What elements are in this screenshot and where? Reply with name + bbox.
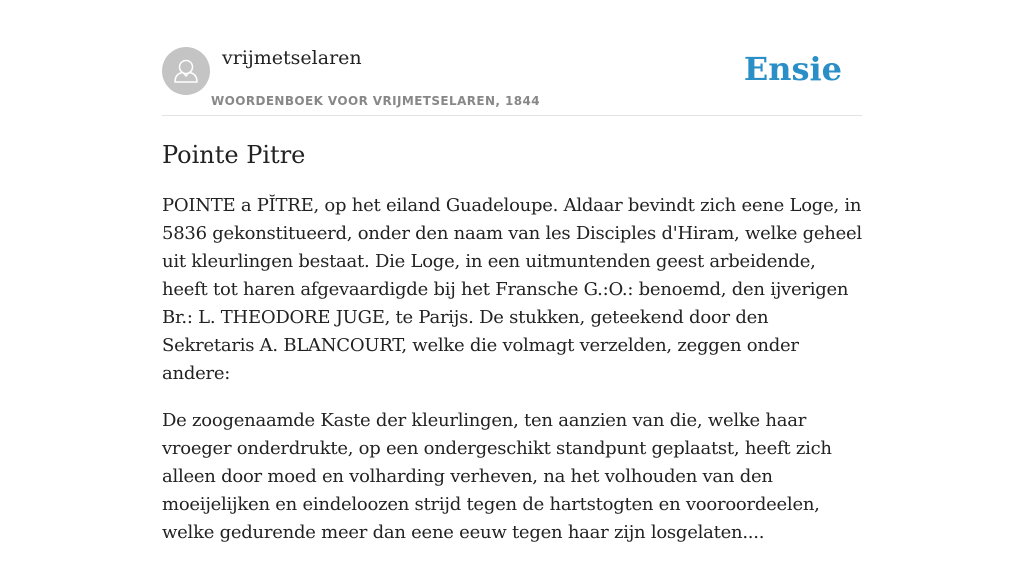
article-paragraph: POINTE a PĬTRE, op het eiland Guadeloupe. Aldaar bevindt zich eene Loge, in 5836 gekonstitueerd, onder den naam van les Disciples d'Hiram, welke geheel uit kleurlingen bestaat. Die Loge, in een uitmuntenden geest arbeidende, heeft tot haren afgevaardigde bij het Fransche G.:O.: benoemd, den ijverigen Br.: L. THEODORE JUGE, te Parijs. De stukken, geteekend door den Sekretaris A. BLANCOURT, welke die volmagt verzelden, zeggen onder andere: (162, 195, 862, 384)
article-paragraph: De zoogenaamde Kaste der kleurlingen, ten aanzien van die, welke haar vroeger onderdrukte, op een ondergeschikt standpunt geplaatst, heeft zich alleen door moed en volharding verheven, na het volhouden van den moeijelijken en eindeloozen strijd tegen de hartstogten en vooroordeelen, welke gedurende meer dan eene eeuw tegen haar zijn losgelaten.... (162, 410, 832, 543)
brand-logo[interactable]: Ensie (743, 50, 842, 88)
article-body (162, 192, 862, 566)
user-silhouette-icon (162, 47, 210, 95)
page-title: Pointe Pitre (162, 141, 306, 169)
source-label[interactable]: WOORDENBOEK VOOR VRIJMETSELAREN, 1844 (211, 94, 540, 108)
header (162, 0, 862, 116)
user-avatar[interactable] (162, 47, 210, 95)
article-container (162, 0, 862, 543)
username-link[interactable]: vrijmetselaren (222, 47, 362, 69)
